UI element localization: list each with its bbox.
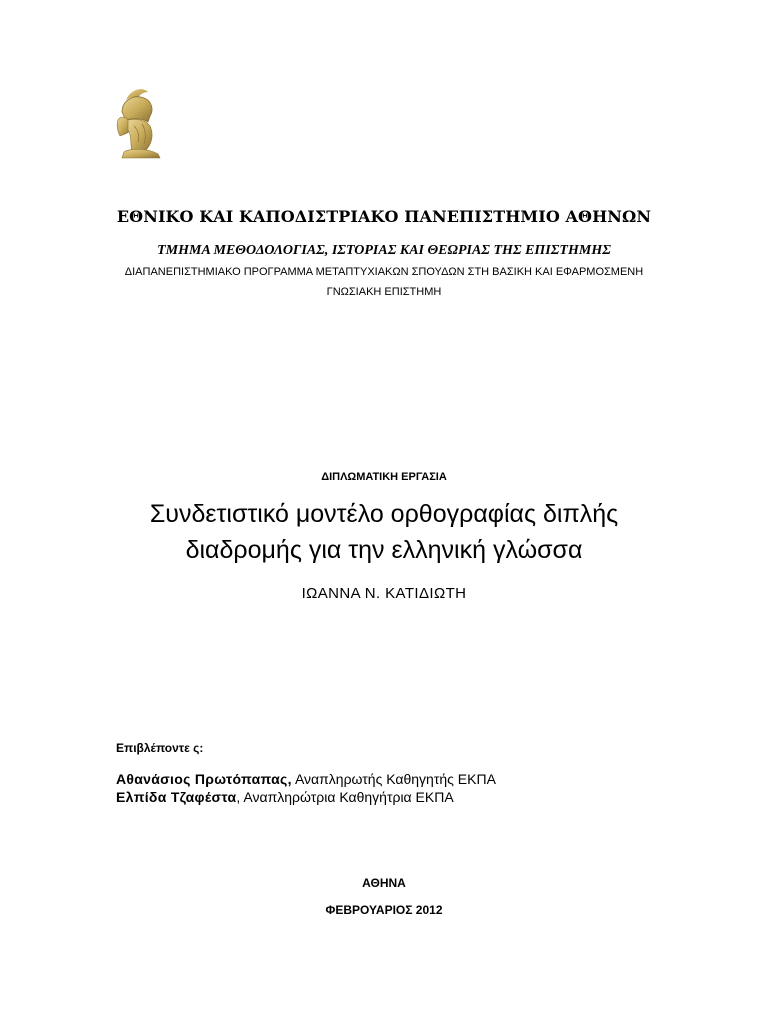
- department-name: ΤΜΗΜΑ ΜΕΘΟΔΟΛΟΓΙΑΣ, ΙΣΤΟΡΙΑΣ ΚΑΙ ΘΕΩΡΙΑΣ ΤΗΣ ΕΠΙΣΤΗΜΗΣ: [157, 243, 611, 258]
- supervisor-entry: [116, 789, 454, 805]
- supervisor-name: Αθανάσιος Πρωτόπαπας,: [116, 771, 292, 787]
- athena-helmet-logo-icon: [108, 86, 168, 160]
- thesis-title-line-1: Συνδετιστικό μοντέλο ορθογραφίας διπλής: [149, 500, 619, 528]
- supervisor-entry: [116, 771, 496, 787]
- thesis-type: ΔΙΠΛΩΜΑΤΙΚΗ ΕΡΓΑΣΙΑ: [321, 471, 447, 483]
- author-name: ΙΩΑΝΝΑ Ν. ΚΑΤΙΔΙΩΤΗ: [301, 585, 467, 602]
- city: ΑΘΗΝΑ: [362, 876, 406, 890]
- university-name: ΕΘΝΙΚΟ ΚΑΙ ΚΑΠΟΔΙΣΤΡΙΑΚΟ ΠΑΝΕΠΙΣΤΗΜΙΟ ΑΘΗΝΩΝ: [116, 207, 652, 226]
- program-line-1: ΔΙΑΠΑΝΕΠΙΣΤΗΜΙΑΚΟ ΠΡΟΓΡΑΜΜΑ ΜΕΤΑΠΤΥΧΙΑΚΩΝ ΣΠΟΥΔΩΝ ΣΤΗ ΒΑΣΙΚΗ ΚΑΙ ΕΦΑΡΜΟΣΜΕΝΗ: [124, 266, 644, 278]
- supervisor-role: , Αναπληρώτρια Καθηγήτρια ΕΚΠΑ: [236, 789, 454, 805]
- date: ΦΕΒΡΟΥΑΡΙΟΣ 2012: [325, 903, 443, 917]
- supervisor-name: Ελπίδα Τζαφέστα: [116, 789, 237, 805]
- supervisors-label: Επιβλέποντε ς:: [116, 741, 204, 755]
- supervisor-role: Αναπληρωτής Καθηγητής ΕΚΠΑ: [291, 771, 496, 787]
- thesis-title-line-2: διαδρομής για την ελληνική γλώσσα: [185, 536, 583, 564]
- program-line-2: ΓΝΩΣΙΑΚΗ ΕΠΙΣΤΗΜΗ: [326, 286, 442, 298]
